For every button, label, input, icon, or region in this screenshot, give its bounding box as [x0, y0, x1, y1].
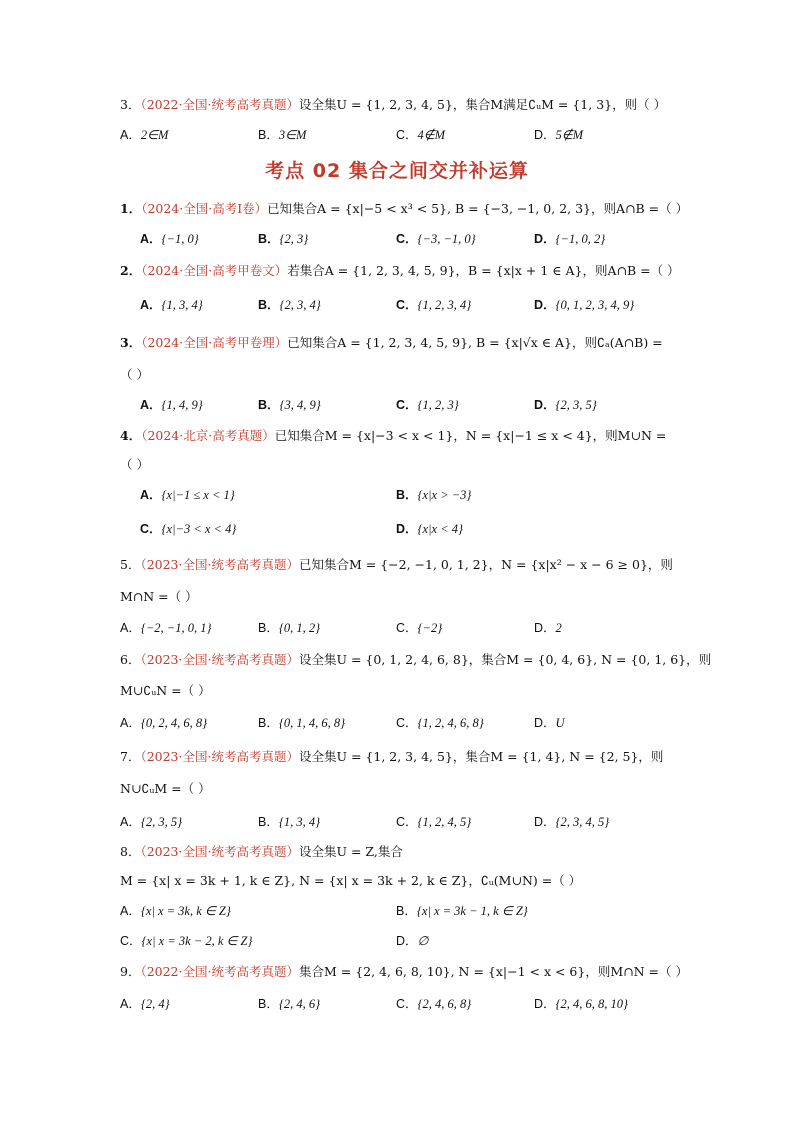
- option-d[interactable]: [534, 296, 634, 314]
- option-value: {−2, −1, 0, 1}: [140, 621, 212, 635]
- option-label: B．: [396, 904, 417, 918]
- option-label: B．: [258, 997, 279, 1011]
- option-label: C．: [396, 128, 418, 142]
- option-label: A．: [140, 298, 162, 312]
- option-label: D．: [534, 815, 556, 829]
- option-c[interactable]: [140, 520, 236, 538]
- question-number: 3．: [120, 335, 142, 350]
- option-value: {x| x = 3k − 1, k ∈ Z}: [416, 904, 528, 918]
- option-label: C．: [396, 621, 418, 635]
- section-title: 考点 02 集合之间交并补运算: [265, 160, 529, 182]
- option-value: {1, 2, 3}: [417, 398, 459, 412]
- option-b[interactable]: [258, 714, 345, 732]
- option-label: A．: [120, 716, 141, 730]
- question-source: （2024·全国·高考甲卷理）: [141, 335, 288, 350]
- question-text: 已知集合M = {x|−3 < x < 1}，N = {x|−1 ≤ x < 4}，则M∪N =: [274, 428, 667, 443]
- question-source: （2023·全国·统考高考真题）: [140, 844, 299, 859]
- question-8-continuation: M = {x| x = 3k + 1, k ∈ Z}, N = {x| x = 3k + 2, k ∈ Z}，∁ᵤ(M∪N) =（ ）: [120, 873, 582, 888]
- option-value: {x|x < 4}: [417, 522, 463, 536]
- question-2: [120, 262, 680, 280]
- option-label: B．: [258, 232, 280, 246]
- option-value: 4∉M: [417, 128, 446, 142]
- question-source: （2023·全国·统考高考真题）: [140, 557, 299, 572]
- option-label: B．: [258, 621, 279, 635]
- question-number: 8．: [120, 844, 141, 859]
- option-label: B．: [258, 128, 279, 142]
- question-number: 2．: [120, 263, 142, 278]
- question-source: （2022·全国·统考高考真题）: [140, 97, 299, 112]
- option-value: {0, 1, 2}: [278, 621, 321, 635]
- question-number: 6．: [120, 652, 141, 667]
- option-d[interactable]: [534, 995, 628, 1013]
- option-a[interactable]: [120, 902, 231, 920]
- option-label: C．: [140, 522, 162, 536]
- option-value: {2, 4, 6}: [278, 997, 321, 1011]
- option-label: B．: [258, 815, 279, 829]
- option-label: B．: [396, 488, 418, 502]
- question-9: [120, 963, 688, 981]
- option-value: {2, 4, 6, 8}: [417, 997, 472, 1011]
- option-value: {x|−1 ≤ x < 1}: [161, 488, 235, 502]
- option-value: {2, 4}: [140, 997, 170, 1011]
- question-text: 设全集U = {0, 1, 2, 4, 6, 8}，集合M = {0, 4, 6}, N = {0, 1, 6}，则: [298, 652, 712, 667]
- option-value: {2, 3}: [279, 232, 309, 246]
- question-text: 若集合A = {1, 2, 3, 4, 5, 9}，B = {x|x + 1 ∈ A}，则A∩B =（ ）: [287, 263, 680, 278]
- option-value: {x| x = 3k − 2, k ∈ Z}: [141, 934, 253, 948]
- option-label: D．: [396, 934, 418, 948]
- option-d[interactable]: [534, 714, 565, 732]
- question-7-continuation: N∪∁ᵤM =（ ）: [120, 781, 211, 796]
- option-value: {−1, 0}: [161, 232, 199, 246]
- question-3-continuation: （ ）: [120, 367, 149, 382]
- option-label: D．: [534, 298, 556, 312]
- option-a[interactable]: [120, 619, 211, 637]
- option-c[interactable]: [396, 126, 445, 144]
- option-label: A．: [120, 815, 141, 829]
- question-text: 已知集合M = {−2, −1, 0, 1, 2}，N = {x|x² − x − 6 ≥ 0}，则: [298, 557, 673, 572]
- option-value: {3, 4, 9}: [279, 398, 321, 412]
- question-5: [120, 556, 680, 574]
- option-label: A．: [120, 621, 141, 635]
- question-text: 已知集合A = {x|−5 < x³ < 5}, B = {−3, −1, 0, 2, 3}，则A∩B =（ ）: [267, 201, 689, 216]
- option-c[interactable]: [396, 296, 471, 314]
- option-label: A．: [140, 398, 162, 412]
- option-value: {−2}: [417, 621, 443, 635]
- question-5-continuation: M∩N =（ ）: [120, 589, 198, 604]
- question-8: [120, 843, 680, 861]
- question-number: 7．: [120, 749, 141, 764]
- option-c[interactable]: [120, 932, 253, 950]
- option-value: 2∈M: [140, 128, 169, 142]
- option-b[interactable]: [396, 486, 471, 504]
- option-b[interactable]: [258, 813, 320, 831]
- question-source: （2024·全国·高考甲卷文）: [141, 263, 288, 278]
- option-value: {1, 2, 4, 5}: [417, 815, 472, 829]
- option-label: A．: [140, 232, 162, 246]
- option-value: {1, 4, 9}: [161, 398, 203, 412]
- option-label: C．: [396, 997, 418, 1011]
- option-d[interactable]: [534, 230, 605, 248]
- option-b[interactable]: [258, 296, 321, 314]
- option-value: {2, 3, 5}: [555, 398, 597, 412]
- question-number: 9．: [120, 964, 141, 979]
- question-4: [120, 427, 680, 445]
- option-c[interactable]: [396, 396, 459, 414]
- option-label: D．: [534, 128, 556, 142]
- question-text: 设全集U = {1, 2, 3, 4, 5}，集合M满足∁ᵤM = {1, 3}，则（ ）: [298, 97, 667, 112]
- question-source: （2023·全国·统考高考真题）: [140, 749, 299, 764]
- option-value: {−1, 0, 2}: [555, 232, 606, 246]
- option-value: {−3, −1, 0}: [417, 232, 476, 246]
- option-a[interactable]: [120, 126, 168, 144]
- option-b[interactable]: [258, 230, 308, 248]
- option-label: A．: [120, 128, 141, 142]
- option-value: {0, 2, 4, 6, 8}: [140, 716, 208, 730]
- option-label: A．: [120, 904, 141, 918]
- option-b[interactable]: [258, 126, 306, 144]
- option-value: {0, 1, 2, 3, 4, 9}: [555, 298, 635, 312]
- option-value: U: [555, 716, 565, 730]
- option-value: {x| x = 3k, k ∈ Z}: [140, 904, 231, 918]
- option-a[interactable]: [120, 995, 170, 1013]
- option-label: D．: [534, 997, 556, 1011]
- question-source: （2022·全国·统考高考真题）: [140, 964, 299, 979]
- option-value: {x|x > −3}: [417, 488, 472, 502]
- option-d[interactable]: [396, 520, 463, 538]
- option-label: C．: [396, 398, 418, 412]
- question-source: （2024·全国·高考Ⅰ卷）: [141, 201, 268, 216]
- option-label: C．: [396, 815, 418, 829]
- option-value: 5∉M: [555, 128, 584, 142]
- option-c[interactable]: [396, 995, 471, 1013]
- option-value: {1, 2, 4, 6, 8}: [417, 716, 484, 730]
- question-source: （2023·全国·统考高考真题）: [140, 652, 299, 667]
- option-label: A．: [120, 997, 141, 1011]
- question-7: [120, 748, 680, 766]
- option-value: {1, 3, 4}: [278, 815, 321, 829]
- option-c[interactable]: [396, 714, 484, 732]
- question-1: [120, 200, 689, 218]
- question-6: [120, 651, 712, 669]
- option-value: {2, 3, 4, 5}: [555, 815, 610, 829]
- option-b[interactable]: [258, 995, 320, 1013]
- option-value: {1, 2, 3, 4}: [417, 298, 472, 312]
- option-label: A．: [140, 488, 162, 502]
- option-label: D．: [396, 522, 418, 536]
- option-value: {0, 1, 4, 6, 8}: [278, 716, 346, 730]
- question-text: 已知集合A = {1, 2, 3, 4, 5, 9}, B = {x|√x ∈ A}，则∁ₐ(A∩B) =: [287, 335, 663, 350]
- option-label: C．: [120, 934, 142, 948]
- option-a[interactable]: [140, 396, 203, 414]
- question-3: [120, 334, 680, 352]
- option-value: 3∈M: [278, 128, 307, 142]
- option-label: B．: [258, 398, 280, 412]
- question-number: 3．: [120, 97, 141, 112]
- question-p3: [120, 96, 680, 114]
- option-a[interactable]: [140, 486, 235, 504]
- option-label: B．: [258, 716, 279, 730]
- question-text: 集合M = {2, 4, 6, 8, 10}, N = {x|−1 < x < 6}，则M∩N =（ ）: [298, 964, 688, 979]
- question-number: 4．: [120, 428, 142, 443]
- question-source: （2024·北京·高考真题）: [141, 428, 275, 443]
- option-label: C．: [396, 232, 418, 246]
- option-c[interactable]: [396, 813, 471, 831]
- option-value: {x|−3 < x < 4}: [161, 522, 237, 536]
- option-d[interactable]: [396, 932, 428, 950]
- option-label: C．: [396, 716, 418, 730]
- option-value: {2, 3, 5}: [140, 815, 183, 829]
- option-d[interactable]: [534, 396, 597, 414]
- option-value: 2: [555, 621, 562, 635]
- option-c[interactable]: [396, 230, 476, 248]
- option-c[interactable]: [396, 619, 442, 637]
- option-b[interactable]: [396, 902, 528, 920]
- question-4-continuation: （ ）: [120, 457, 149, 472]
- option-label: D．: [534, 716, 556, 730]
- option-label: D．: [534, 232, 556, 246]
- question-number: 5．: [120, 557, 141, 572]
- option-b[interactable]: [258, 396, 321, 414]
- option-value: {2, 3, 4}: [279, 298, 321, 312]
- option-value: {1, 3, 4}: [161, 298, 203, 312]
- option-a[interactable]: [140, 296, 203, 314]
- option-d[interactable]: [534, 126, 583, 144]
- option-a[interactable]: [120, 714, 207, 732]
- option-d[interactable]: [534, 813, 609, 831]
- option-label: D．: [534, 398, 556, 412]
- option-label: B．: [258, 298, 280, 312]
- option-a[interactable]: [140, 230, 199, 248]
- option-label: C．: [396, 298, 418, 312]
- option-value: {2, 4, 6, 8, 10}: [555, 997, 629, 1011]
- question-6-continuation: M∪∁ᵤN =（ ）: [120, 683, 211, 698]
- question-text: 设全集U = Z,集合: [298, 844, 403, 859]
- option-d[interactable]: [534, 619, 562, 637]
- option-a[interactable]: [120, 813, 182, 831]
- option-label: D．: [534, 621, 556, 635]
- option-b[interactable]: [258, 619, 320, 637]
- option-value: ∅: [417, 934, 429, 948]
- question-text: 设全集U = {1, 2, 3, 4, 5}，集合M = {1, 4}, N = {2, 5}，则: [298, 749, 664, 764]
- question-number: 1．: [120, 201, 142, 216]
